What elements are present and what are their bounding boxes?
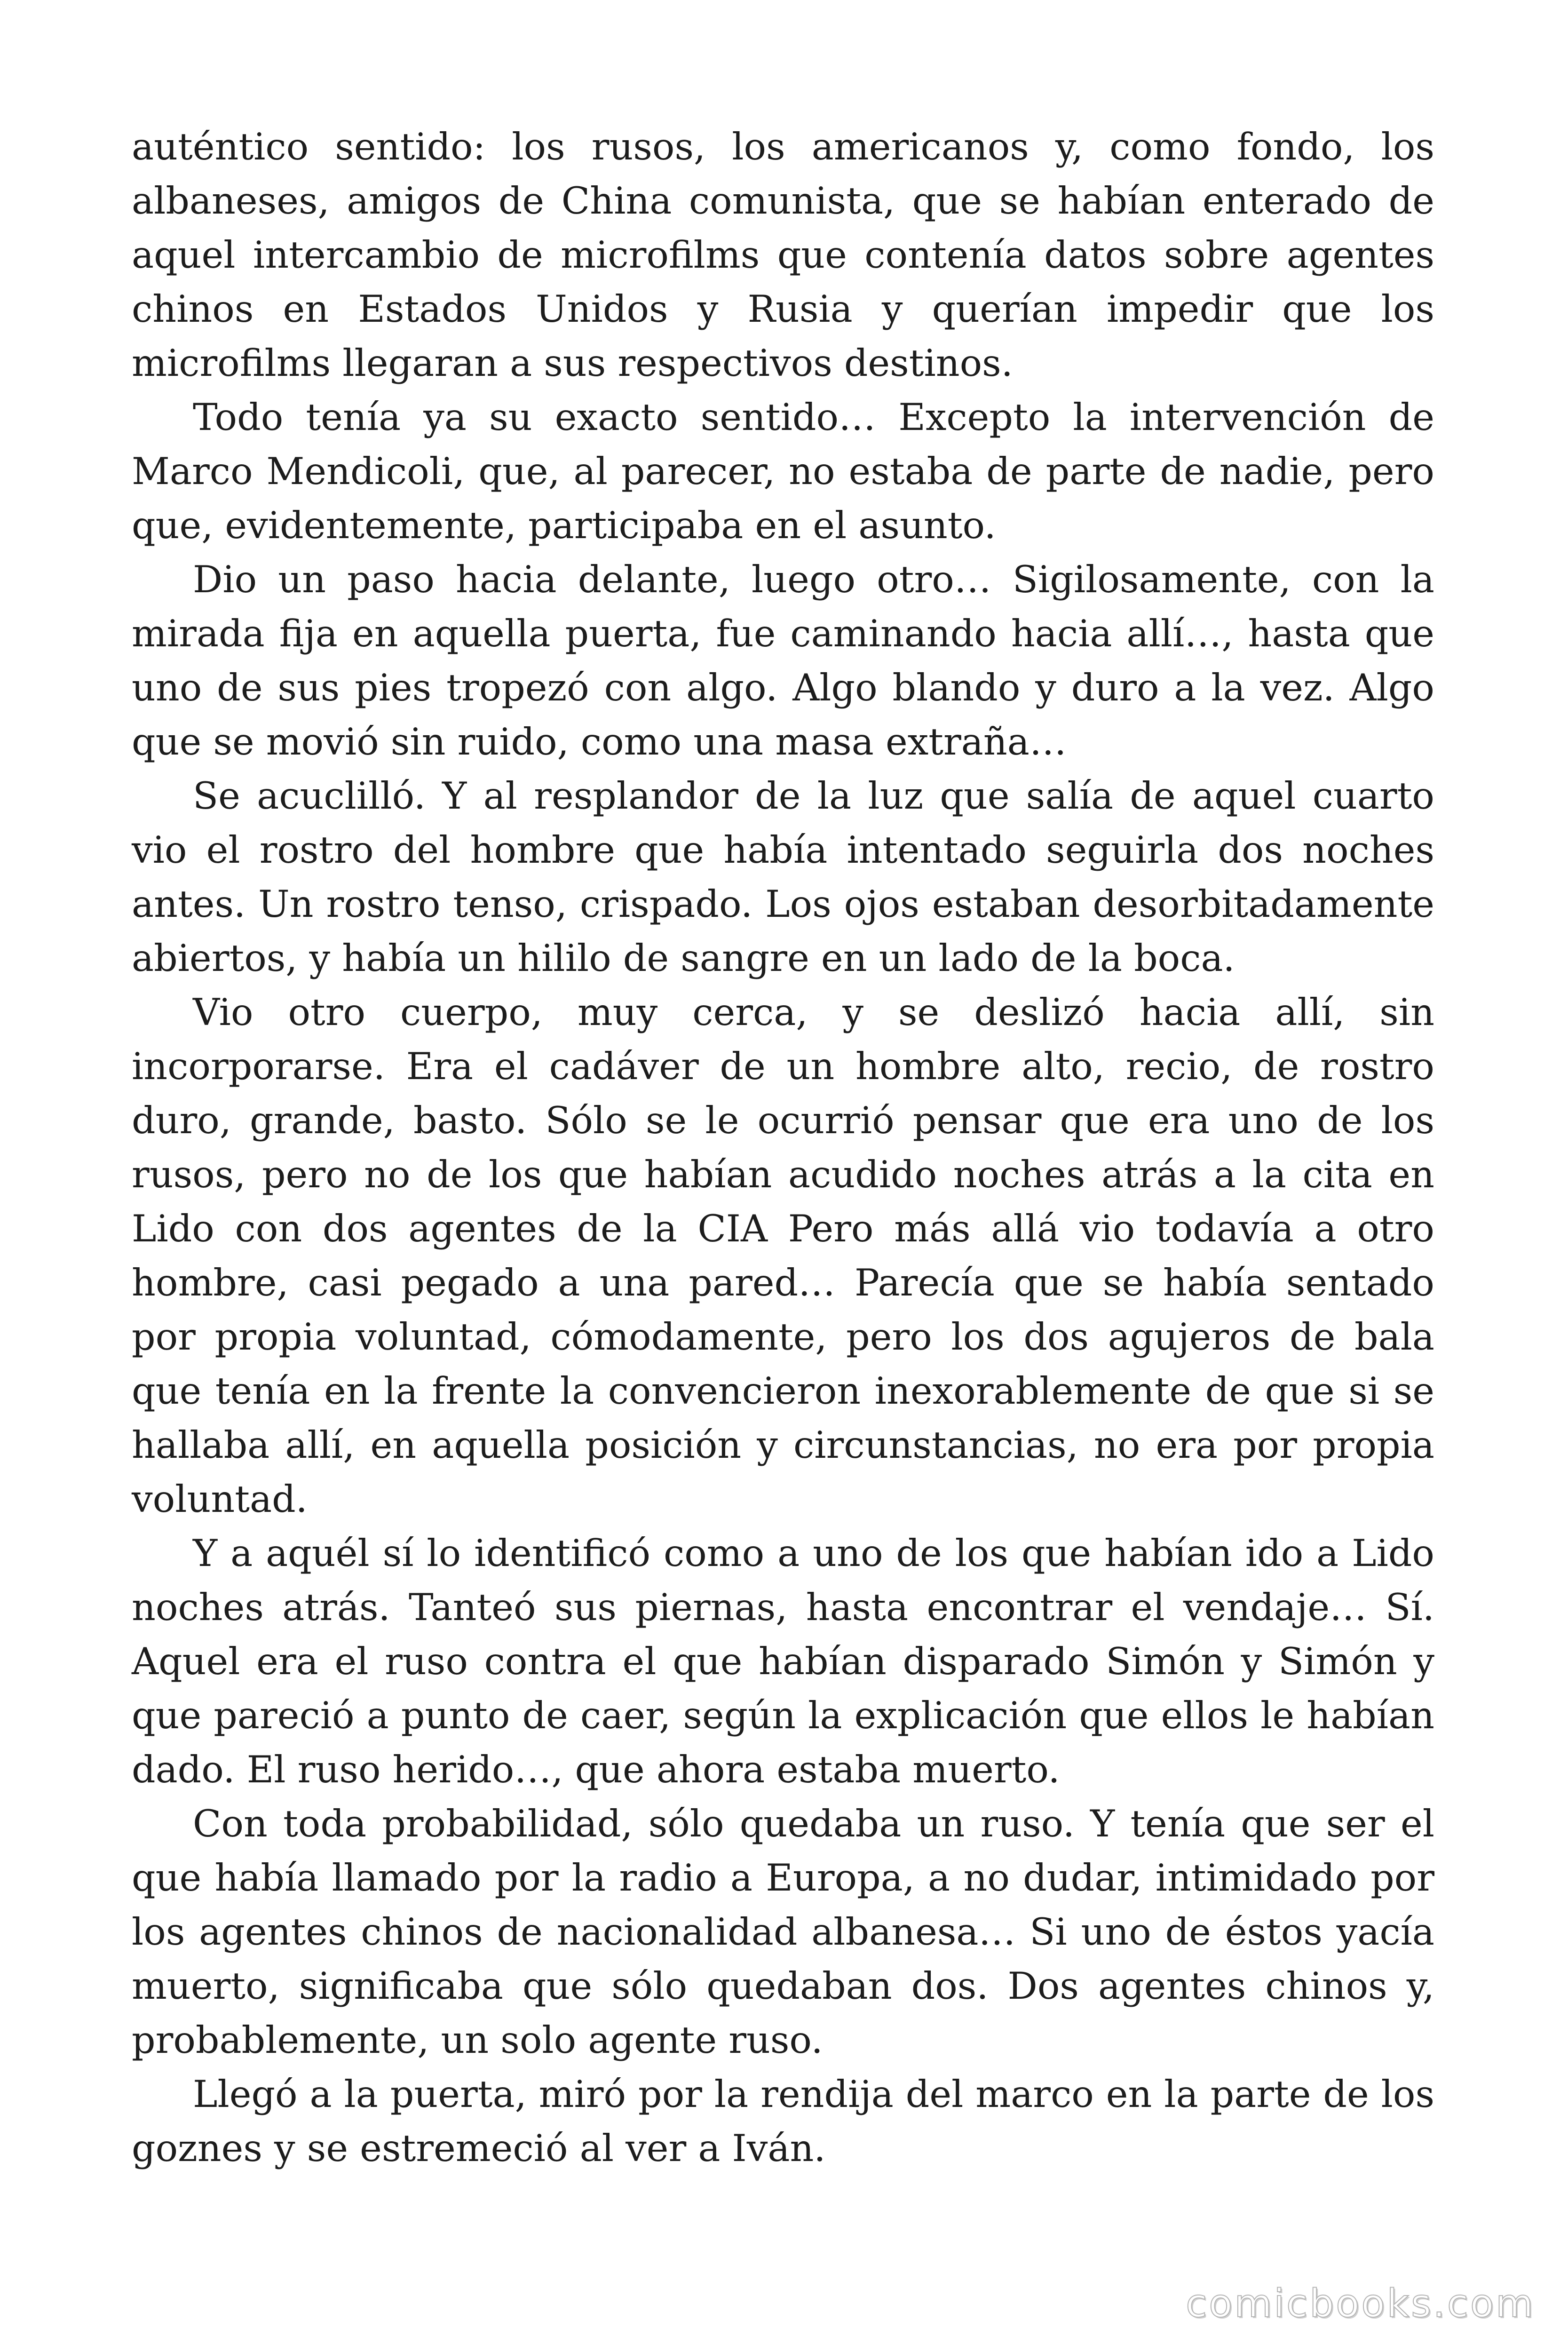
body-text (132, 120, 1434, 2176)
paragraph-2: Todo tenía ya su exacto sentido… Excepto la intervención de Marco Mendicoli, que, al parecer, no estaba de parte de nadie, pero que, evidentemente, participaba en el asunto. (132, 396, 1434, 547)
paragraph-4: Se acuclilló. Y al resplandor de la luz que salía de aquel cuarto vio el rostro del hombre que había intentado seguirla dos noches antes. Un rostro tenso, crispado. Los ojos estaban desorbitadamente abiertos, y había un hililo de sangre en un lado de la boca. (132, 774, 1434, 980)
paragraph-6: Y a aquél sí lo identificó como a uno de los que habían ido a Lido noches atrás. Tanteó sus piernas, hasta encontrar el vendaje… Sí. Aquel era el ruso contra el que habían disparado Simón y Simón y que pareció a punto de caer, según la explicación que ellos le habían dado. El ruso herido…, que ahora estaba muerto. (132, 1532, 1434, 1791)
paragraph-7: Con toda probabilidad, sólo quedaba un ruso. Y tenía que ser el que había llamado por la radio a Europa, a no dudar, intimidado por los agentes chinos de nacionalidad albanesa… Si uno de éstos yacía muerto, significaba que sólo quedaban dos. Dos agentes chinos y, probablemente, un solo agente ruso. (132, 1802, 1434, 2062)
paragraph-3: Dio un paso hacia delante, luego otro… Sigilosamente, con la mirada fija en aquella puerta, fue caminando hacia allí…, hasta que uno de sus pies tropezó con algo. Algo blando y duro a la vez. Algo que se movió sin ruido, como una masa extraña… (132, 558, 1434, 763)
watermark: comicbooks.com (1186, 2281, 1535, 2326)
paragraph-5: Vio otro cuerpo, muy cerca, y se deslizó hacia allí, sin incorporarse. Era el cadáver de un hombre alto, recio, de rostro duro, grande, basto. Sólo se le ocurrió pensar que era uno de los rusos, pero no de los que habían acudido noches atrás a la cita en Lido con dos agentes de la CIA Pero más allá vio todavía a otro hombre, casi pegado a una pared… Parecía que se había sentado por propia voluntad, cómodamente, pero los dos agujeros de bala que tenía en la frente la convencieron inexorablemente de que si se hallaba allí, en aquella posición y circunstancias, no era por propia voluntad. (132, 991, 1434, 1521)
paragraph-8: Llegó a la puerta, miró por la rendija del marco en la parte de los goznes y se estremeció al ver a Iván. (132, 2073, 1434, 2170)
paragraph-1: auténtico sentido: los rusos, los americanos y, como fondo, los albaneses, amigos de China comunista, que se habían enterado de aquel intercambio de microfilms que contenía datos sobre agentes chinos en Estados Unidos y Rusia y querían impedir que los microfilms llegaran a sus respectivos destinos. (132, 125, 1434, 385)
